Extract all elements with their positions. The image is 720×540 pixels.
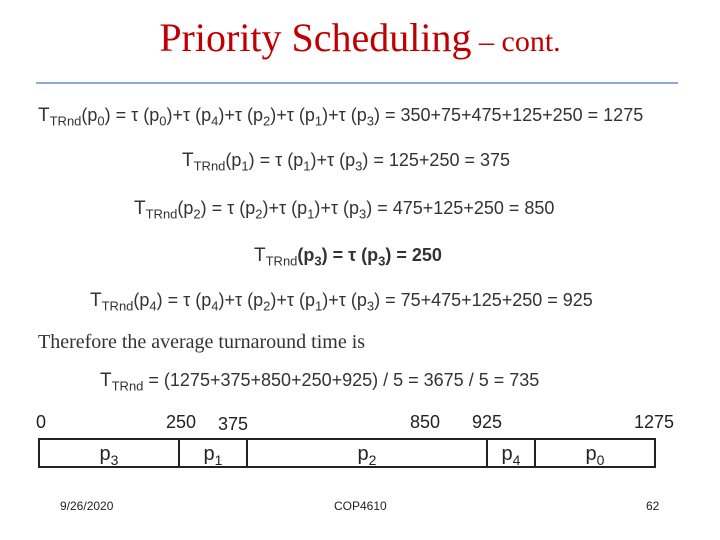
gantt-tick: 250	[166, 412, 197, 432]
gantt-cell-p4: $p_4$	[488, 440, 536, 466]
equation-p0: $T_{TRnd}(p_0) = \tau$ $(p_0)+\tau$ $(p_4)+\tau$ $(p_2)+\tau$ $(p_1)+\tau$ $(p_3) = 350+75+475+125+250 = 1275$	[38, 105, 644, 129]
gantt-chart	[38, 438, 656, 468]
gantt-tick: 925	[472, 412, 503, 432]
footer-course: COP4610	[334, 499, 387, 513]
gantt-tick: 1275	[634, 412, 675, 432]
title-main: Priority Scheduling	[159, 15, 472, 60]
title-divider	[36, 82, 678, 84]
equation-p4: $T_{TRnd}(p_4) = \tau$ $(p_4)+\tau$ $(p_2)+\tau$ $(p_1)+\tau$ $(p_3) = 75+475+125+250 = 925$	[90, 290, 593, 314]
footer-page-number: 62	[646, 499, 660, 513]
equation-p3: $T_{TRnd}(p_3) = \tau$ $(p_3) = 250$	[254, 245, 442, 269]
slide-title	[0, 14, 720, 61]
gantt-cell-p2: $p_2$	[248, 440, 488, 466]
gantt-tick: 850	[410, 412, 441, 432]
gantt-tick: 0	[36, 412, 47, 432]
gantt-cell-p1: $p_1$	[180, 440, 248, 466]
equation-p1: $T_{TRnd}(p_1) = \tau$ $(p_1)+\tau$ $(p_3) = 125+250 = 375$	[182, 150, 511, 174]
gantt-tick: 375	[218, 414, 249, 434]
title-sub: – cont.	[471, 25, 561, 58]
equation-p2: $T_{TRnd}(p_2) = \tau$ $(p_2)+\tau$ $(p_1)+\tau$ $(p_3) = 475+125+250 = 850$	[134, 198, 555, 222]
gantt-cell-p0: $p_0$	[585, 443, 605, 468]
equation-average: $T_{TRnd} = (1275+375+850+250+925) / 5 = 3675 / 5 = 735$	[100, 370, 540, 394]
footer-date: 9/26/2020	[60, 499, 114, 513]
gantt-cell-p3: $p_3$	[40, 440, 180, 466]
therefore-text: Therefore the average turnaround time is	[38, 331, 366, 353]
